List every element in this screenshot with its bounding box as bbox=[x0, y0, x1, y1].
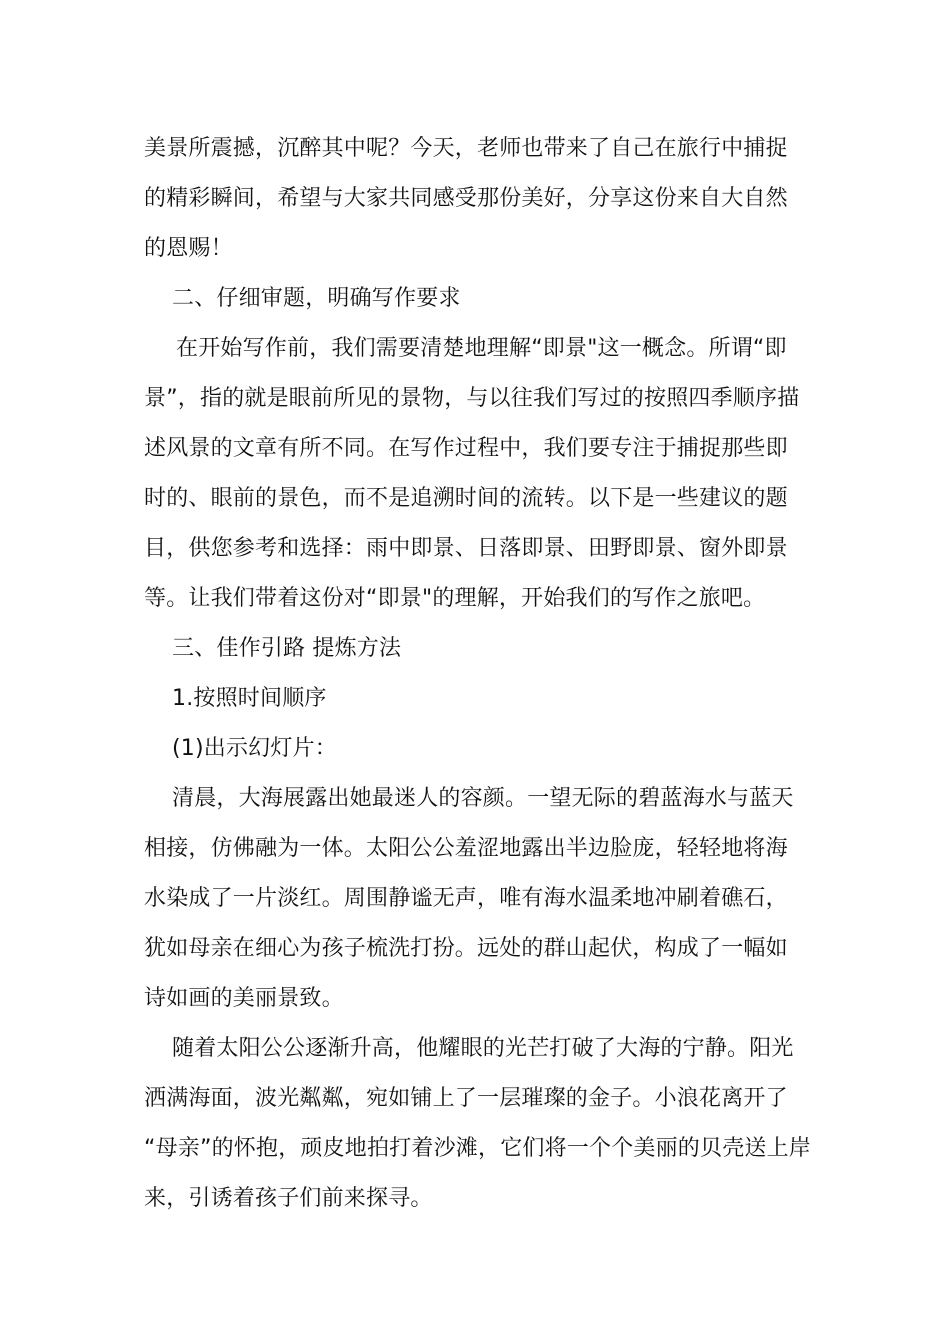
text-line: 清晨，大海展露出她最迷人的容颜。一望无际的碧蓝海水与蓝天 bbox=[172, 786, 794, 811]
subsection-heading: (1)出示幻灯片： bbox=[172, 736, 337, 761]
text-line: 洒满海面，波光粼粼，宛如铺上了一层璀璨的金子。小浪花离开了 bbox=[144, 1086, 788, 1111]
text-line: 述风景的文章有所不同。在写作过程中，我们要专注于捕捉那些即 bbox=[144, 436, 788, 461]
subsection-heading: 1.按照时间顺序 bbox=[172, 686, 327, 711]
text-line: 相接，仿佛融为一体。太阳公公羞涩地露出半边脸庞，轻轻地将海 bbox=[144, 836, 788, 861]
section-heading: 二、仔细审题，明确写作要求 bbox=[172, 286, 461, 311]
text-line: 美景所震撼，沉醉其中呢？今天，老师也带来了自己在旅行中捕捉 bbox=[144, 136, 788, 161]
text-line: 时的、眼前的景色，而不是追溯时间的流转。以下是一些建议的题 bbox=[144, 486, 788, 511]
section-heading: 三、佳作引路 提炼方法 bbox=[172, 636, 402, 661]
text-line: 等。让我们带着这份对“即景"的理解，开始我们的写作之旅吧。 bbox=[144, 586, 766, 611]
text-line: 水染成了一片淡红。周围静谧无声，唯有海水温柔地冲刷着礁石， bbox=[144, 886, 788, 911]
text-line: 在开始写作前，我们需要清楚地理解“即景"这一概念。所谓“即 bbox=[176, 336, 787, 361]
text-line: 的精彩瞬间，希望与大家共同感受那份美好，分享这份来自大自然 bbox=[144, 186, 788, 211]
text-line: 诗如画的美丽景致。 bbox=[144, 986, 344, 1011]
text-line: 景”，指的就是眼前所见的景物，与以往我们写过的按照四季顺序描 bbox=[144, 386, 800, 411]
text-line: “母亲”的怀抱，顽皮地拍打着沙滩，它们将一个个美丽的贝壳送上岸 bbox=[144, 1136, 811, 1161]
text-line: 目，供您参考和选择：雨中即景、日落即景、田野即景、窗外即景 bbox=[144, 536, 788, 561]
text-line: 犹如母亲在细心为孩子梳洗打扮。远处的群山起伏，构成了一幅如 bbox=[144, 936, 788, 961]
text-line: 的恩赐！ bbox=[144, 236, 233, 261]
text-line: 来，引诱着孩子们前来探寻。 bbox=[144, 1186, 433, 1211]
text-line: 随着太阳公公逐渐升高，他耀眼的光芒打破了大海的宁静。阳光 bbox=[172, 1036, 794, 1061]
